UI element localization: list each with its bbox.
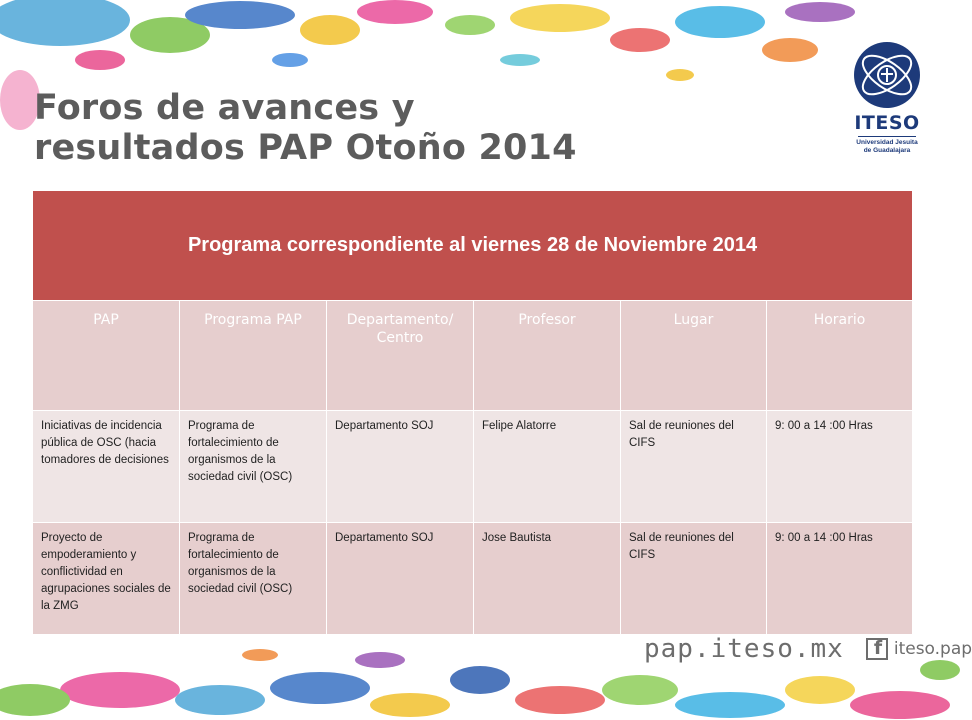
cell-lugar: Sal de reuniones del CIFS [621, 411, 767, 523]
table-row [33, 523, 913, 635]
cell-departamento: Departamento SOJ [327, 411, 474, 523]
column-header-pap: PAP [33, 301, 180, 411]
column-header-programa: Programa PAP [180, 301, 327, 411]
table-row [33, 411, 913, 523]
logo-subtitle-1: Universidad Jesuita [856, 139, 918, 146]
table-header: Programa correspondiente al viernes 28 de Noviembre 2014 [33, 191, 913, 301]
program-table [32, 190, 913, 635]
column-header-departamento: Departamento/ Centro [327, 301, 474, 411]
facebook-letter: f [873, 637, 883, 659]
slide-title [34, 88, 577, 168]
slide-title-line-1: Foros de avances y [34, 88, 415, 128]
cell-pap: Iniciativas de incidencia pública de OSC (hacia tomadores de decisiones [33, 411, 180, 523]
facebook-handle[interactable]: iteso.pap [893, 639, 972, 659]
cell-programa: Programa de fortalecimiento de organismos de la sociedad civil (OSC) [180, 411, 327, 523]
cell-pap: Proyecto de empoderamiento y conflictividad en agrupaciones sociales de la ZMG [33, 523, 180, 635]
logo-divider [858, 136, 916, 137]
facebook-icon[interactable] [866, 638, 888, 660]
website-link[interactable]: pap.iteso.mx [644, 634, 844, 664]
cell-profesor: Felipe Alatorre [474, 411, 621, 523]
logo-subtitle-2: de Guadalajara [863, 147, 911, 154]
logo-name: ITESO [854, 112, 920, 134]
column-header-profesor: Profesor [474, 301, 621, 411]
cell-horario: 9: 00 a 14 :00 Hras [767, 523, 913, 635]
iteso-logo [842, 40, 932, 155]
cell-programa: Programa de fortalecimiento de organismos de la sociedad civil (OSC) [180, 523, 327, 635]
cell-lugar: Sal de reuniones del CIFS [621, 523, 767, 635]
footer [644, 634, 972, 664]
cell-departamento: Departamento SOJ [327, 523, 474, 635]
slide-title-line-2: resultados PAP Otoño 2014 [34, 128, 577, 168]
column-header-horario: Horario [767, 301, 913, 411]
column-header-lugar: Lugar [621, 301, 767, 411]
cell-horario: 9: 00 a 14 :00 Hras [767, 411, 913, 523]
cell-profesor: Jose Bautista [474, 523, 621, 635]
iteso-emblem-icon [852, 40, 922, 110]
